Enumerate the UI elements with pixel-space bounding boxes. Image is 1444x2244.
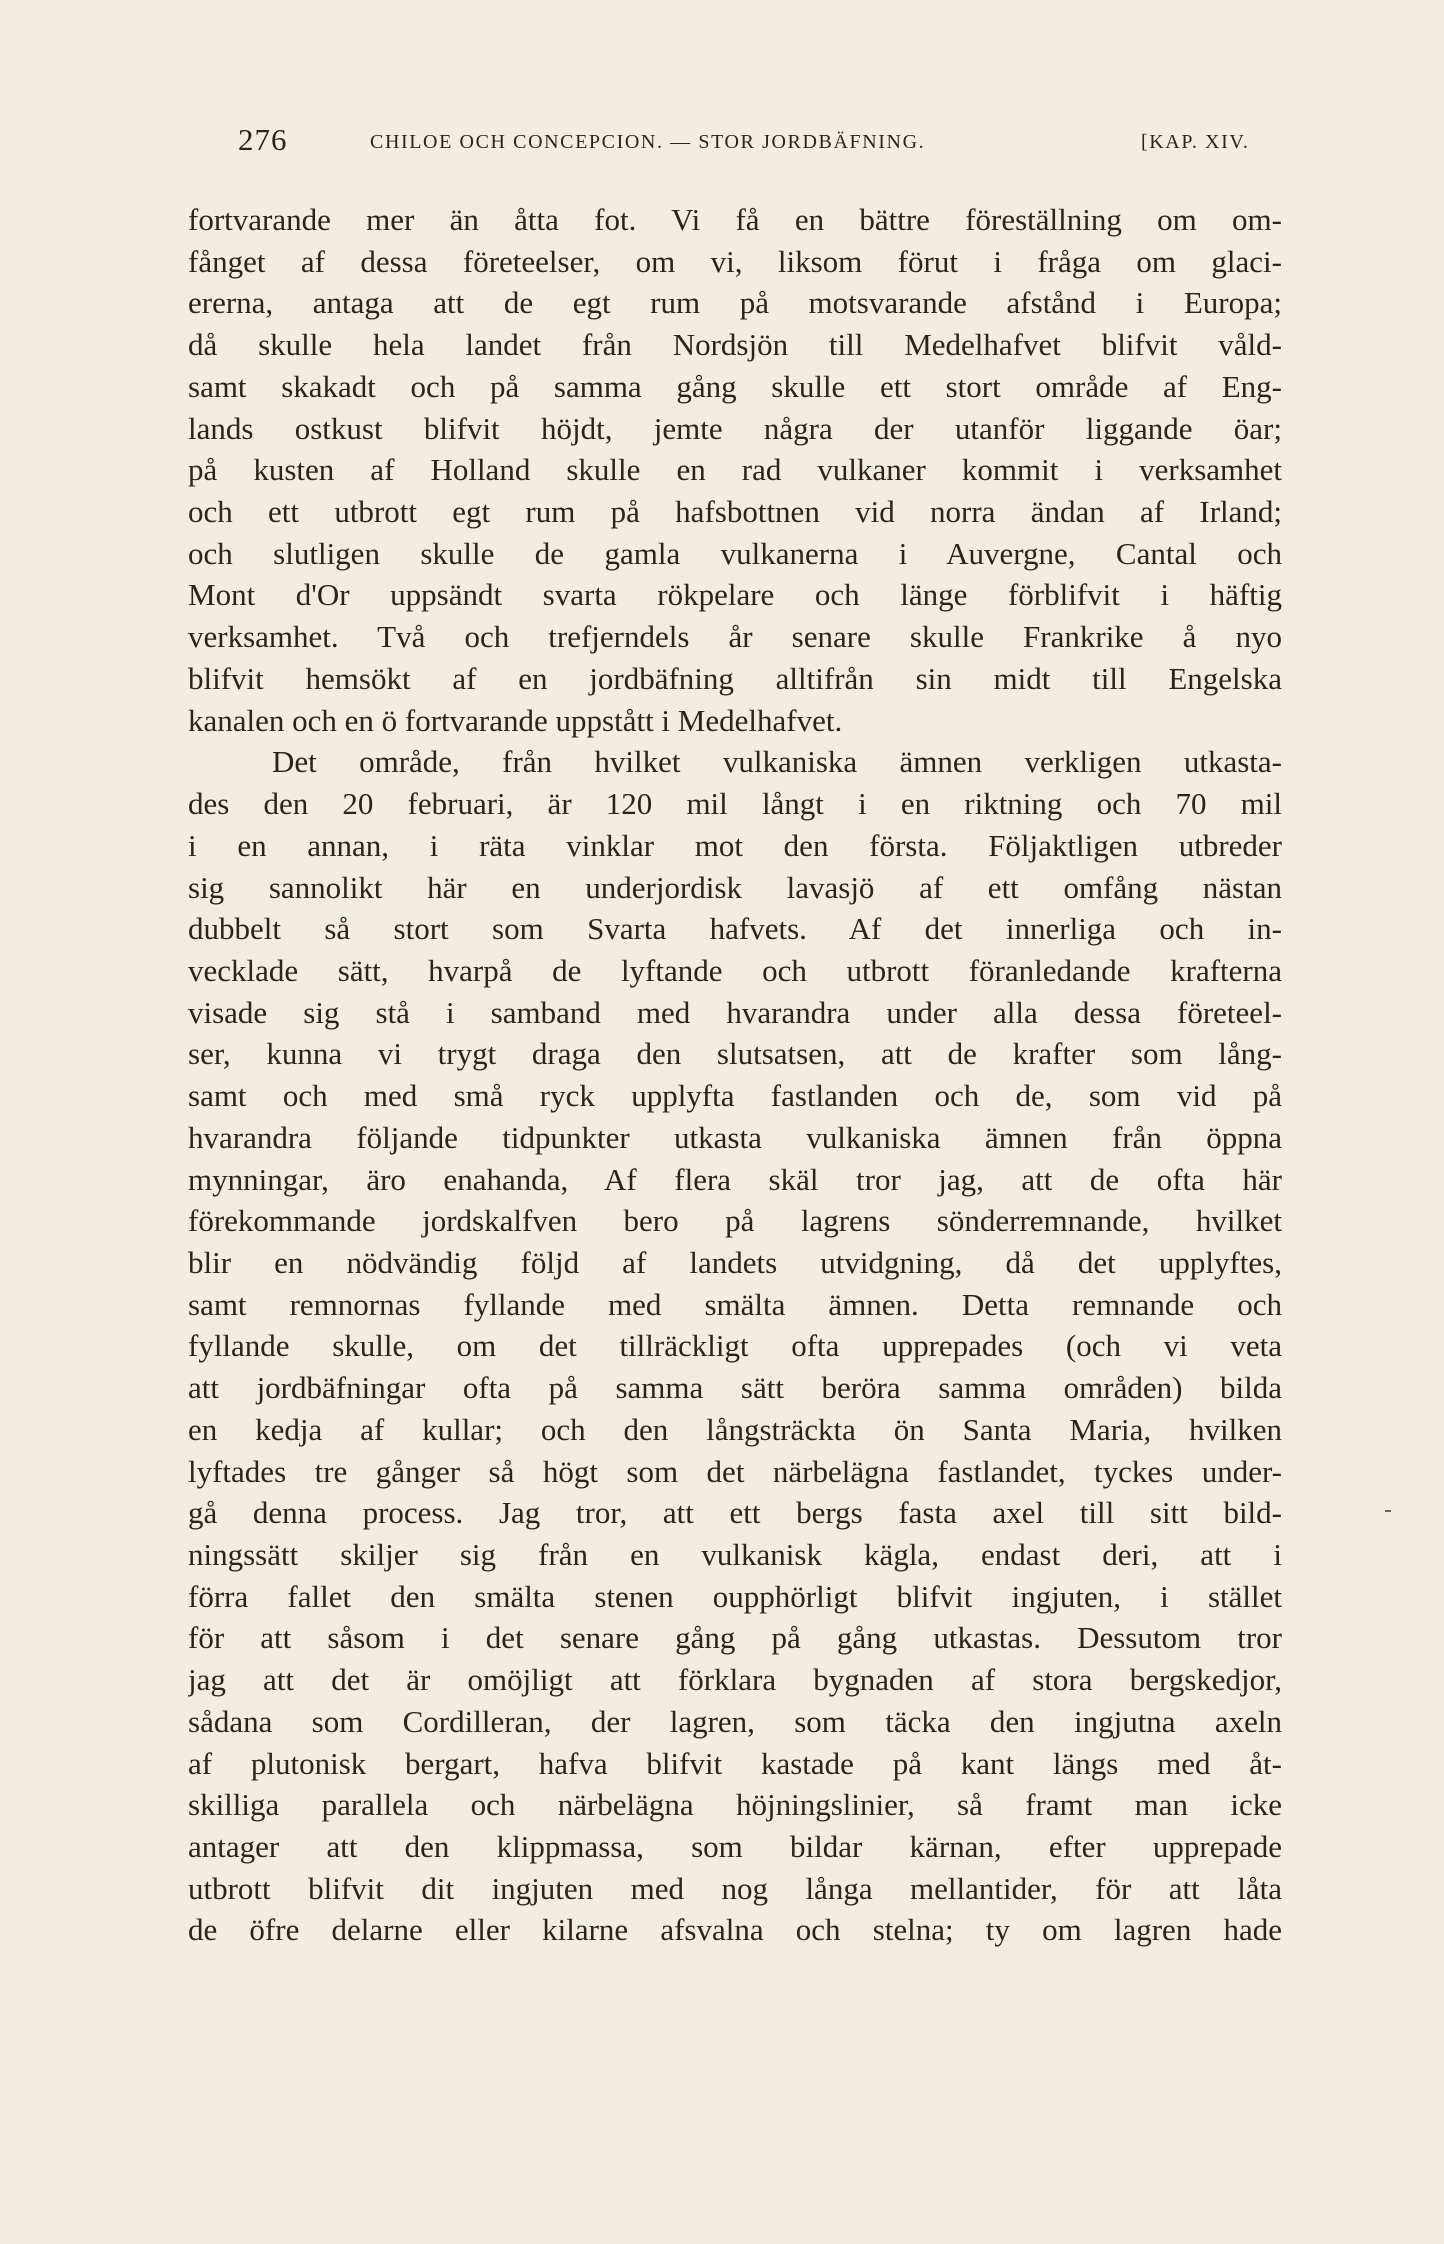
text-line: utbrott blifvit dit ingjuten med nog långa mellantider, för att låta: [188, 1870, 1282, 1906]
text-line: på kusten af Holland skulle en rad vulkaner kommit i verksamhet: [188, 452, 1282, 488]
text-line: och slutligen skulle de gamla vulkanerna i Auvergne, Cantal och: [188, 535, 1282, 571]
text-line: ser, kunna vi trygt draga den slutsatsen, att de krafter som lång-: [188, 1036, 1282, 1072]
text-line: skilliga parallela och närbelägna höjningslinier, så framt man icke: [188, 1787, 1282, 1823]
body-text: [188, 199, 1282, 1951]
text-line: lyftades tre gånger så högt som det närbelägna fastlandet, tyckes under-: [188, 1453, 1282, 1489]
text-line: ererna, antaga att de egt rum på motsvarande afstånd i Europa;: [188, 285, 1282, 321]
text-line: samt och med små ryck upplyfta fastlanden och de, som vid på: [188, 1078, 1282, 1114]
chapter-reference: [KAP. XIV.: [1141, 131, 1250, 153]
text-line: och ett utbrott egt rum på hafsbottnen vid norra ändan af Irland;: [188, 494, 1282, 530]
text-line: för att såsom i det senare gång på gång utkastas. Dessutom tror: [188, 1620, 1282, 1656]
text-line: lands ostkust blifvit höjdt, jemte några der utanför liggande öar;: [188, 410, 1282, 446]
text-line: af plutonisk bergart, hafva blifvit kastade på kant längs med åt-: [188, 1745, 1282, 1781]
text-line: verksamhet. Två och trefjerndels år senare skulle Frankrike å nyo: [188, 619, 1282, 655]
text-line: att jordbäfningar ofta på samma sätt beröra samma områden) bilda: [188, 1370, 1282, 1406]
paragraph-end-line: kanalen och en ö fortvarande uppstått i Medelhafvet.: [188, 702, 843, 738]
text-line: vecklade sätt, hvarpå de lyftande och utbrott föranledande krafterna: [188, 952, 1282, 988]
text-line: förekommande jordskalfven bero på lagrens sönderremnande, hvilket: [188, 1203, 1282, 1239]
text-line: visade sig stå i samband med hvarandra under alla dessa företeel-: [188, 994, 1282, 1030]
text-line: sig sannolikt här en underjordisk lavasjö af ett omfång nästan: [188, 869, 1282, 905]
text-line: blifvit hemsökt af en jordbäfning alltifrån sin midt till Engelska: [188, 660, 1282, 696]
text-line: förra fallet den smälta stenen oupphörligt blifvit ingjuten, i stället: [188, 1578, 1282, 1614]
text-line: gå denna process. Jag tror, att ett bergs fasta axel till sitt bild-: [188, 1495, 1282, 1531]
text-line: dubbelt så stort som Svarta hafvets. Af det innerliga och in-: [188, 911, 1282, 947]
text-line: en kedja af kullar; och den långsträckta ön Santa Maria, hvilken: [188, 1411, 1282, 1447]
running-title: CHILOE OCH CONCEPCION. — STOR JORDBÄFNING.: [370, 131, 926, 153]
running-head: [188, 120, 1296, 160]
page-number: 276: [238, 122, 288, 157]
text-line: sådana som Cordilleran, der lagren, som täcka den ingjutna axeln: [188, 1703, 1282, 1739]
margin-mark: [1385, 1510, 1391, 1512]
text-line: fortvarande mer än åtta fot. Vi få en bättre föreställning om om-: [188, 202, 1282, 237]
text-line: samt remnornas fyllande med smälta ämnen. Detta remnande och: [188, 1286, 1282, 1322]
text-line: jag att det är omöjligt att förklara bygnaden af stora bergskedjor,: [188, 1662, 1282, 1698]
text-line: i en annan, i räta vinklar mot den första. Följaktligen utbreder: [188, 827, 1282, 863]
text-line: des den 20 februari, är 120 mil långt i en riktning och 70 mil: [188, 786, 1282, 822]
text-line: de öfre delarne eller kilarne afsvalna och stelna; ty om lagren hade: [188, 1912, 1282, 1948]
paragraph-start-line: Det område, från hvilket vulkaniska ämnen verkligen utkasta-: [272, 744, 1282, 780]
text-line: mynningar, äro enahanda, Af flera skäl tror jag, att de ofta här: [188, 1161, 1282, 1197]
text-line: fånget af dessa företeelser, om vi, liksom förut i fråga om glaci-: [188, 243, 1282, 279]
text-line: då skulle hela landet från Nordsjön till Medelhafvet blifvit våld-: [188, 327, 1282, 363]
text-line: blir en nödvändig följd af landets utvidgning, då det upplyftes,: [188, 1244, 1282, 1280]
text-line: samt skakadt och på samma gång skulle ett stort område af Eng-: [188, 368, 1282, 404]
text-line: fyllande skulle, om det tillräckligt ofta upprepades (och vi veta: [188, 1328, 1282, 1364]
text-line: hvarandra följande tidpunkter utkasta vulkaniska ämnen från öppna: [188, 1119, 1282, 1155]
text-line: antager att den klippmassa, som bildar kärnan, efter upprepade: [188, 1829, 1282, 1865]
text-line: ningssätt skiljer sig från en vulkanisk kägla, endast deri, att i: [188, 1537, 1282, 1572]
text-line: Mont d'Or uppsändt svarta rökpelare och länge förblifvit i häftig: [188, 577, 1282, 613]
